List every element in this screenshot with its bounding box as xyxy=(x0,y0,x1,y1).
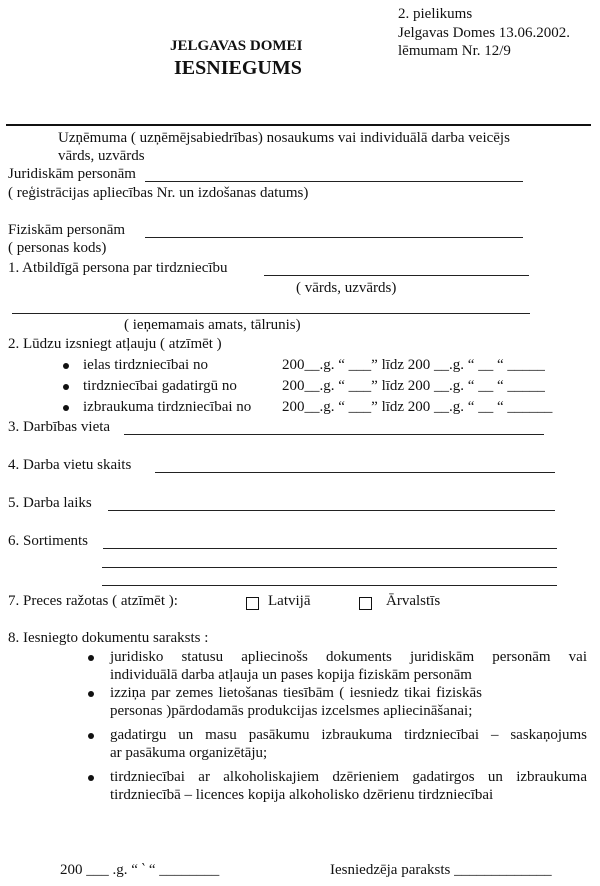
responsible-person-name-note: ( vārds, uzvārds) xyxy=(296,280,397,296)
bullet-icon xyxy=(88,733,94,739)
document-title: IESNIEGUMS xyxy=(174,57,302,79)
section-6-label: 6. Sortiments xyxy=(8,533,89,549)
legal-person-label: Juridiskām personām xyxy=(8,166,136,182)
section-5-label: 5. Darba laiks xyxy=(8,495,92,511)
attachment-line-2: Jelgavas Domes 13.06.2002. xyxy=(398,25,571,41)
legal-person-note: ( reģistrācijas apliecības Nr. un izdošanas datums) xyxy=(8,185,309,201)
permit-street-label: ielas tirdzniecībai no xyxy=(83,357,208,373)
applicant-signature[interactable]: Iesniedzēja paraksts _____________ xyxy=(330,862,552,878)
physical-person-note: ( personas kods) xyxy=(8,240,107,256)
header-divider xyxy=(6,124,591,126)
document-item-1-line-1: juridisko statusu apliecinošs dokuments juridiskām personām vai xyxy=(110,649,587,665)
assortment-field-2[interactable] xyxy=(102,567,557,568)
document-item-4-line-1: tirdzniecībai ar alkoholiskajiem dzērieniem gadatirgos un izbraukuma xyxy=(110,769,587,785)
permit-mobile-label: izbraukuma tirdzniecībai no xyxy=(83,399,252,415)
section-1-label: 1. Atbildīgā persona par tirdzniecību xyxy=(8,260,228,276)
company-caption-line-2: vārds, uzvārds xyxy=(58,148,145,164)
bullet-icon xyxy=(63,384,69,390)
permit-fair-dates[interactable]: 200__.g. “ ___” līdz 200 __.g. “ __ “ _____ xyxy=(282,378,545,394)
assortment-field-1[interactable] xyxy=(103,548,557,549)
physical-person-label: Fiziskām personām xyxy=(8,222,126,238)
document-item-2-line-2: personas )pārdodamās produkcijas izcelsmes apliecināšanai; xyxy=(110,703,473,719)
document-item-4-line-2: tirdzniecībā – licences kopija alkoholisko dzērienu tirdzniecībai xyxy=(110,787,494,803)
company-caption-line-1: Uzņēmuma ( uzņēmējsabiedrības) nosaukums vai individuālā darba veicējs xyxy=(58,130,510,146)
workplace-count-field[interactable] xyxy=(155,472,555,473)
physical-person-field[interactable] xyxy=(145,237,523,238)
latvia-option-label: Latvijā xyxy=(268,593,311,609)
permit-fair-label: tirdzniecībai gadatirgū no xyxy=(83,378,237,394)
responsible-person-position-field[interactable] xyxy=(12,313,530,314)
bullet-icon xyxy=(88,775,94,781)
section-2-label: 2. Lūdzu izsniegt atļauju ( atzīmēt ) xyxy=(8,336,222,352)
bullet-icon xyxy=(88,655,94,661)
latvia-checkbox[interactable] xyxy=(246,597,259,610)
document-item-1-line-2: individuālā darba atļauja un pases kopija fiziskām personām xyxy=(110,667,472,683)
bullet-icon xyxy=(63,405,69,411)
section-8-label: 8. Iesniegto dokumentu saraksts : xyxy=(8,630,209,646)
bullet-icon xyxy=(63,363,69,369)
section-3-label: 3. Darbības vieta xyxy=(8,419,111,435)
document-item-3-line-1: gadatirgu un masu pasākumu izbraukuma tirdzniecībai – saskaņojums xyxy=(110,727,587,743)
business-location-field[interactable] xyxy=(124,434,544,435)
document-item-2-line-1: izziņa par zemes lietošanas tiesībām ( iesniedz tikai fiziskās xyxy=(110,685,482,701)
document-item-3-line-2: ar pasākuma organizētāju; xyxy=(110,745,268,761)
assortment-field-3[interactable] xyxy=(102,585,557,586)
abroad-checkbox[interactable] xyxy=(359,597,372,610)
attachment-line-1: 2. pielikums xyxy=(398,6,473,22)
attachment-line-3: lēmumam Nr. 12/9 xyxy=(398,43,511,59)
bullet-icon xyxy=(88,691,94,697)
permit-mobile-dates[interactable]: 200__.g. “ ___” līdz 200 __.g. “ __ “ ______ xyxy=(282,399,553,415)
section-4-label: 4. Darba vietu skaits xyxy=(8,457,132,473)
permit-street-dates[interactable]: 200__.g. “ ___” līdz 200 __.g. “ __ “ _____ xyxy=(282,357,545,373)
responsible-person-name-field[interactable] xyxy=(264,275,529,276)
section-7-label: 7. Preces ražotas ( atzīmēt ): xyxy=(8,593,178,609)
working-hours-field[interactable] xyxy=(108,510,555,511)
legal-person-field[interactable] xyxy=(145,181,523,182)
council-name: JELGAVAS DOMEI xyxy=(170,38,303,54)
responsible-person-position-note: ( ieņemamais amats, tālrunis) xyxy=(124,317,301,333)
submission-date[interactable]: 200 ___ .g. “ ‵ “ ________ xyxy=(60,862,220,878)
abroad-option-label: Ārvalstīs xyxy=(386,593,441,609)
